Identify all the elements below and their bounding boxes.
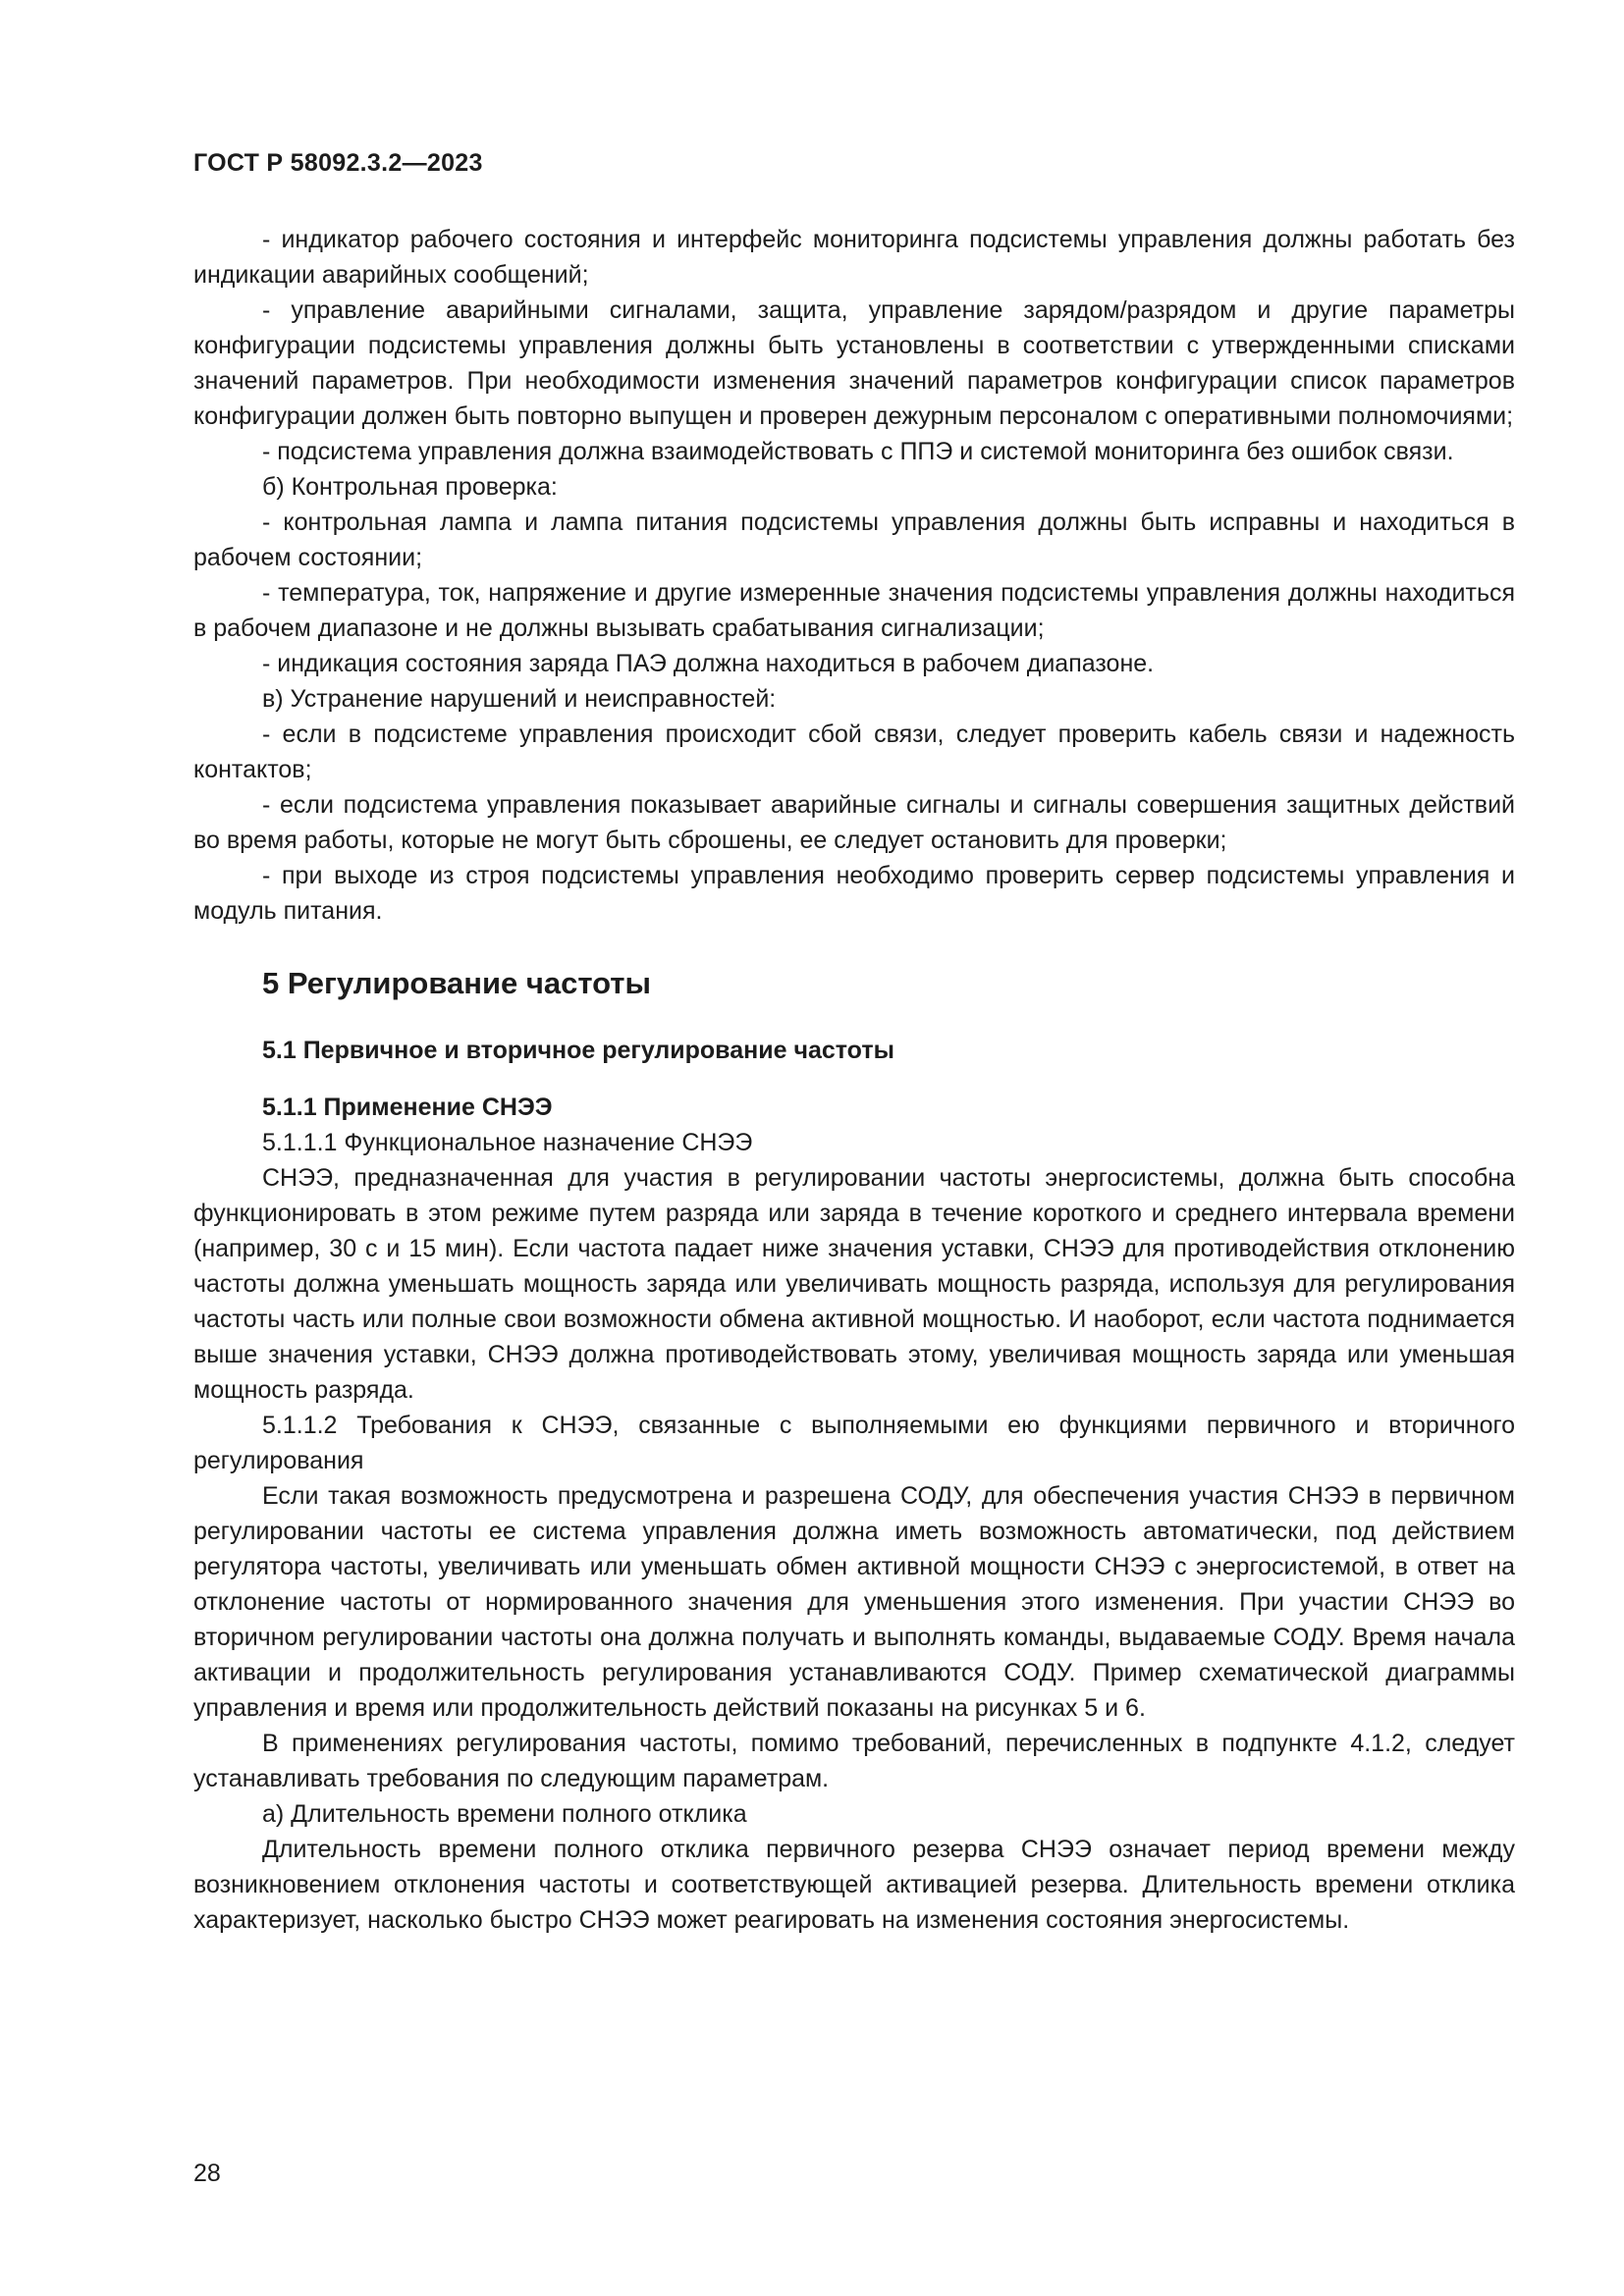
paragraph-indicator-state: - индикатор рабочего состояния и интерфейс мониторинга подсистемы управления должны работать без индикации аварийных сообщений; (193, 226, 1515, 289)
paragraph-primary-regulation: Если такая возможность предусмотрена и разрешена СОДУ, для обеспечения участия СНЭЭ в первичном регулировании частоты ее система управления должна иметь возможность автоматически, под действием регулятора частоты, увеличивать или уменьшать обмен активной мощности СНЭЭ с энергосистемой, в ответ на отклонение частоты от нормированного значения для уменьшения этого изменения. При участии СНЭЭ во вторичном регулировании частоты она должна получать и выполнять команды, выдаваемые СОДУ. Время начала активации и продолжительность регулирования устанавливаются СОДУ. Пример схематической диаграммы управления и время или продолжительность действий показаны на рисунках 5 и 6. (193, 1482, 1515, 1722)
subsection-5-1-1-2-title: 5.1.1.2 Требования к СНЭЭ, связанные с выполняемыми ею функциями первичного и вторичного регулирования (193, 1412, 1515, 1474)
paragraph-subsystem-failure: - при выходе из строя подсистемы управления необходимо проверить сервер подсистемы управления и модуль питания. (193, 862, 1515, 925)
paragraph-frequency-requirements: В применениях регулирования частоты, помимо требований, перечисленных в подпункте 4.1.2, следует устанавливать требования по следующим параметрам. (193, 1730, 1515, 1792)
paragraph-alarm-management: - управление аварийными сигналами, защита, управление зарядом/разрядом и другие параметры конфигурации подсистемы управления должны быть установлены в соответствии с утвержденными списками значений параметров. При необходимости изменения значений параметров конфигурации список параметров конфигурации должен быть повторно выпущен и проверен дежурным персоналом с оперативными полномочиями; (193, 296, 1515, 430)
paragraph-control-lamp: - контрольная лампа и лампа питания подсистемы управления должны быть исправны и находиться в рабочем состоянии; (193, 508, 1515, 571)
section-5-heading: 5 Регулирование частоты (262, 966, 651, 1000)
paragraph-functional-purpose: СНЭЭ, предназначенная для участия в регулировании частоты энергосистемы, должна быть способна функционировать в этом режиме путем разряда или заряда в течение короткого и среднего интервала времени (например, 30 с и 15 мин). Если частота падает ниже значения уставки, СНЭЭ для противодействия отклонению частоты должна уменьшать мощность заряда или увеличивать мощность разряда, используя для регулирования частоты часть или полные свои возможности обмена активной мощностью. И наоборот, если частота поднимается выше значения уставки, СНЭЭ должна противодействовать этому, увеличивая мощность заряда или уменьшая мощность разряда. (193, 1164, 1515, 1404)
document-body (193, 222, 1515, 1938)
paragraph-charge-indication: - индикация состояния заряда ПАЭ должна находиться в рабочем диапазоне. (262, 650, 1155, 677)
list-heading-response-time: а) Длительность времени полного отклика (262, 1800, 747, 1828)
section-5-1-1-heading: 5.1.1 Применение СНЭЭ (262, 1094, 553, 1121)
paragraph-alarm-signals: - если подсистема управления показывает аварийные сигналы и сигналы совершения защитных действий во время работы, которые не могут быть сброшены, ее следует остановить для проверки; (193, 791, 1515, 854)
page-number: 28 (193, 2160, 221, 2187)
paragraph-interaction: - подсистема управления должна взаимодействовать с ППЭ и системой мониторинга без ошибок связи. (262, 438, 1454, 465)
paragraph-response-time: Длительность времени полного отклика первичного резерва СНЭЭ означает период времени между возникновением отклонения частоты и соответствующей активацией резерва. Длительность времени отклика характеризует, насколько быстро СНЭЭ может реагировать на изменения состояния энергосистемы. (193, 1836, 1515, 1934)
subsection-5-1-1-1-title: 5.1.1.1 Функциональное назначение СНЭЭ (262, 1129, 753, 1156)
list-heading-troubleshooting: в) Устранение нарушений и неисправностей: (262, 685, 777, 713)
list-heading-control-check: б) Контрольная проверка: (262, 473, 558, 501)
paragraph-communication-failure: - если в подсистеме управления происходит сбой связи, следует проверить кабель связи и надежность контактов; (193, 721, 1515, 783)
section-5-1-heading: 5.1 Первичное и вторичное регулирование частоты (262, 1037, 894, 1064)
document-header: ГОСТ Р 58092.3.2—2023 (193, 149, 483, 177)
paragraph-temperature: - температура, ток, напряжение и другие измеренные значения подсистемы управления должны находиться в рабочем диапазоне и не должны вызывать срабатывания сигнализации; (193, 579, 1515, 642)
